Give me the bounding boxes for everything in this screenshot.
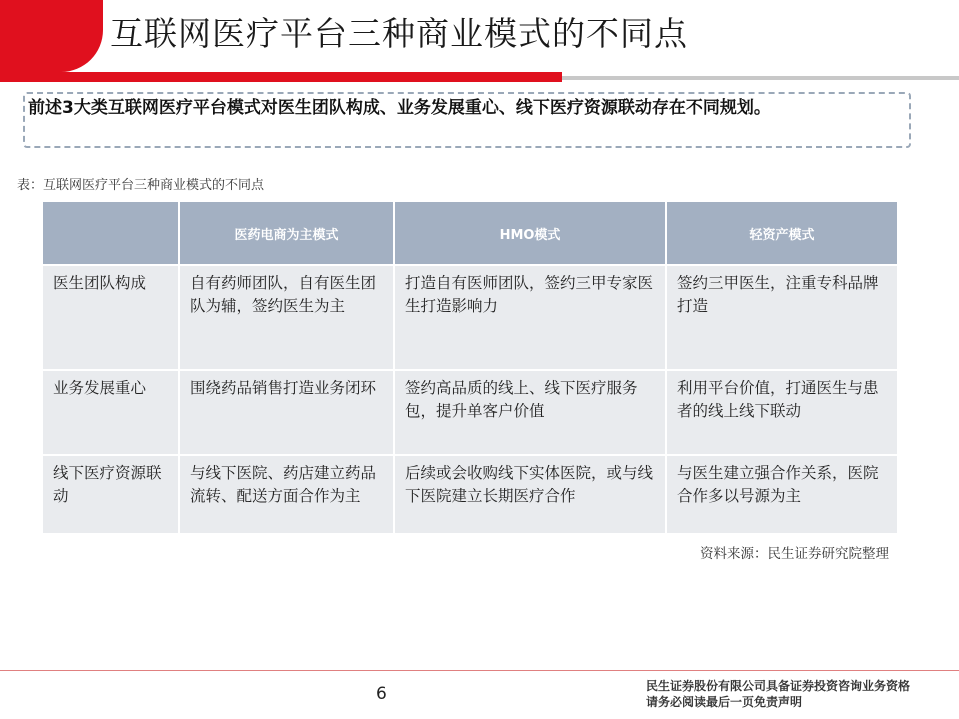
summary-text: 前述3大类互联网医疗平台模式对医生团队构成、业务发展重心、线下医疗资源联动存在不同规划。 [28,98,771,118]
row-label: 医生团队构成 [43,265,179,370]
table-row [43,370,897,455]
page-number: 6 [376,684,387,704]
footer-divider [0,670,959,671]
table-cell: 自有药师团队，自有医生团队为辅，签约医生为主 [179,265,394,370]
disclaimer [646,678,910,710]
row-label: 业务发展重心 [43,370,179,455]
title-underline-grey [562,76,959,80]
title-accent-block [0,0,103,72]
column-header: 轻资产模式 [666,202,897,265]
source-note: 资料来源：民生证券研究院整理 [700,546,889,562]
table-cell: 后续或会收购线下实体医院，或与线下医院建立长期医疗合作 [394,455,666,533]
table-caption: 表：互联网医疗平台三种商业模式的不同点 [17,178,265,193]
table-cell: 围绕药品销售打造业务闭环 [179,370,394,455]
table-row [43,455,897,533]
table-row [43,265,897,370]
column-header [43,202,179,265]
table-cell: 与线下医院、药店建立药品流转、配送方面合作为主 [179,455,394,533]
disclaimer-line-1: 民生证券股份有限公司具备证券投资咨询业务资格 [646,679,911,693]
table-cell: 与医生建立强合作关系，医院合作多以号源为主 [666,455,897,533]
title-bar [0,0,959,84]
column-header: HMO模式 [394,202,666,265]
table-cell: 利用平台价值，打通医生与患者的线上线下联动 [666,370,897,455]
disclaimer-line-2: 请务必阅读最后一页免责声明 [646,695,803,709]
table-cell: 签约三甲医生，注重专科品牌打造 [666,265,897,370]
title-underline-red [0,72,562,82]
table-cell: 签约高品质的线上、线下医疗服务包，提升单客户价值 [394,370,666,455]
comparison-table [43,202,897,533]
table-header-row [43,202,897,265]
page-title: 互联网医疗平台三种商业模式的不同点 [110,14,688,53]
table-cell: 打造自有医师团队，签约三甲专家医生打造影响力 [394,265,666,370]
row-label: 线下医疗资源联动 [43,455,179,533]
column-header: 医药电商为主模式 [179,202,394,265]
